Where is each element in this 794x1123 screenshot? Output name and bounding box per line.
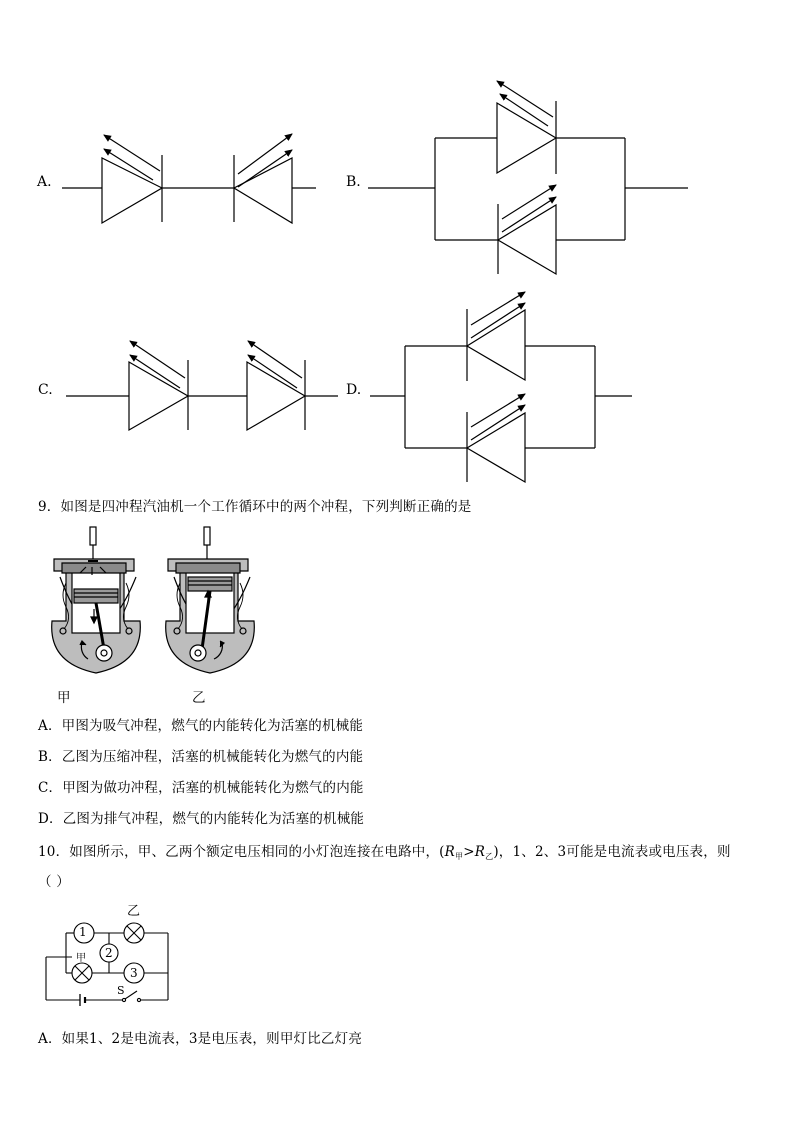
q9-engine-figures [40, 525, 240, 675]
led-b1 [497, 81, 556, 174]
led-c2 [247, 341, 305, 430]
q9-option-d[interactable]: D．乙图为排气冲程，燃气的内能转化为活塞的机械能 [38, 811, 365, 827]
diagram-c [66, 341, 338, 430]
q9-option-a[interactable]: A．甲图为吸气冲程，燃气的内能转化为活塞的机械能 [38, 718, 364, 734]
option-d-label: D. [346, 382, 362, 398]
option-b-label: B. [346, 174, 361, 190]
q9-option-b[interactable]: B．乙图为压缩冲程，活塞的机械能转化为燃气的内能 [38, 749, 364, 765]
lamp-yi-label: 乙 [127, 904, 141, 919]
q10-option-a[interactable]: A．如果1、2是电流表，3是电压表，则甲灯比乙灯亮 [38, 1031, 363, 1047]
led-a1 [102, 135, 162, 223]
q9-option-c[interactable]: C．甲图为做功冲程，活塞的机械能转化为燃气的内能 [38, 780, 364, 796]
meter-3-label: 3 [130, 966, 138, 980]
engine-yi [166, 527, 255, 673]
led-d2 [467, 394, 525, 482]
switch-label: S [117, 984, 125, 997]
q9-label-jia: 甲 [57, 690, 71, 706]
led-b2 [498, 185, 556, 274]
q9-stem: 9．如图是四冲程汽油机一个工作循环中的两个冲程，下列判断正确的是 [38, 499, 472, 515]
q10-answer-paren: （ ） [38, 874, 70, 890]
meter-1-label: 1 [79, 925, 87, 939]
q8-diagrams [0, 0, 794, 470]
option-c-label: C. [38, 382, 53, 398]
lamp-jia-label: 甲 [76, 953, 86, 964]
diagram-b [368, 81, 688, 274]
engine-jia [52, 527, 141, 673]
diagram-a [62, 134, 316, 223]
led-a2 [234, 134, 292, 223]
q10-stem: 10．如图所示，甲、乙两个额定电压相同的小灯泡连接在电路中，$(R_甲>R_乙)$，1、2、3可能是电流表或电压表，则 [38, 844, 731, 861]
meter-2-label: 2 [105, 946, 113, 960]
led-d1 [467, 292, 525, 381]
led-c1 [129, 341, 188, 430]
option-a-label: A. [37, 174, 52, 190]
diagram-d [370, 292, 632, 482]
q9-label-yi: 乙 [192, 690, 206, 706]
